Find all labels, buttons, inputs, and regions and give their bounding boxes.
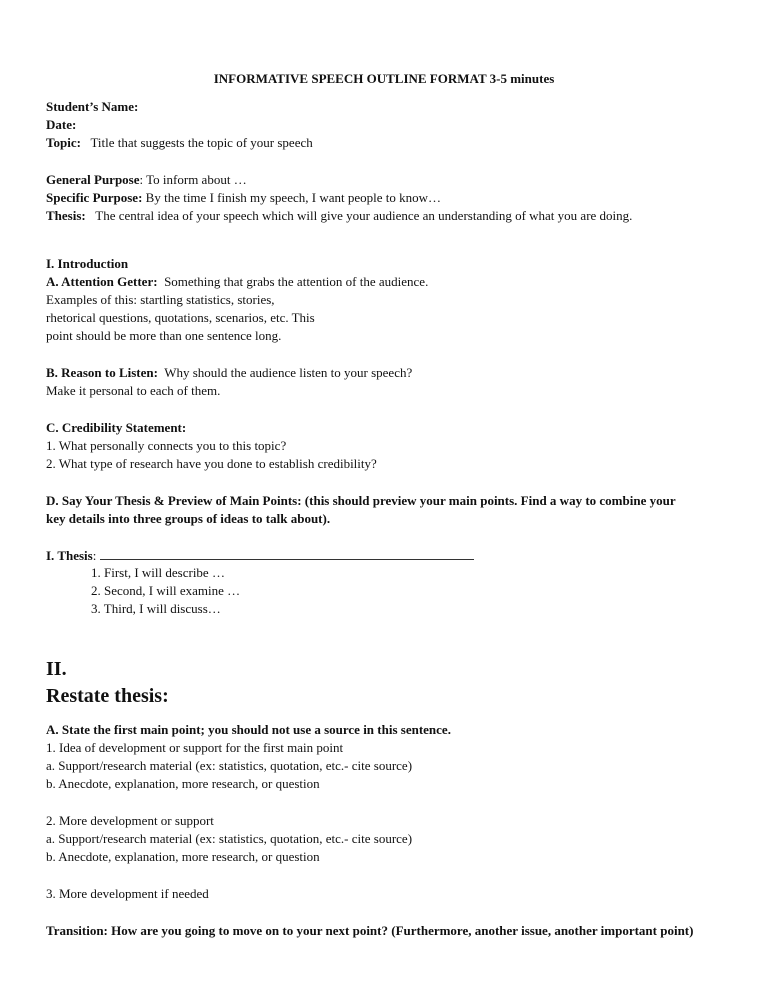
sub-point: 1. Idea of development or support for the first main point — [46, 740, 344, 755]
attention-getter-line — [46, 274, 428, 290]
section-number: II. — [46, 658, 67, 680]
reason-to-listen-line — [46, 365, 412, 381]
general-purpose-label: General Purpose — [46, 172, 140, 187]
thesis-text: The central idea of your speech which will give your audience an understanding of what you are doing. — [95, 208, 633, 223]
attention-getter-label: A. Attention Getter: — [46, 274, 158, 289]
specific-purpose-label: Specific Purpose: — [46, 190, 143, 205]
attention-example-line: point should be more than one sentence long. — [46, 328, 282, 343]
sub-point: a. Support/research material (ex: statistics, quotation, etc.- cite source) — [46, 831, 413, 846]
thesis-blank-line: I. Thesis: — [46, 547, 474, 564]
thesis-fill-blank[interactable] — [100, 547, 474, 560]
main-point-a: A. State the first main point; you should not use a source in this sentence. — [46, 722, 451, 737]
specific-purpose-text: By the time I finish my speech, I want people to know… — [142, 190, 441, 205]
sub-point: 3. More development if needed — [46, 886, 209, 901]
sub-point: a. Support/research material (ex: statistics, quotation, etc.- cite source) — [46, 758, 413, 773]
sub-point: b. Anecdote, explanation, more research, or question — [46, 849, 320, 864]
introduction-heading: I. Introduction — [46, 256, 129, 271]
reason-to-listen-line2: Make it personal to each of them. — [46, 383, 221, 398]
preview-heading-line1: D. Say Your Thesis & Preview of Main Points: (this should preview your main points. Find a way to combine your — [46, 493, 676, 508]
thesis-line — [46, 208, 632, 224]
attention-example-line: Examples of this: startling statistics, stories, — [46, 292, 275, 307]
credibility-item: 2. What type of research have you done to establish credibility? — [46, 456, 377, 471]
restate-thesis-heading: Restate thesis: — [46, 685, 169, 707]
credibility-label: C. Credibility Statement: — [46, 420, 187, 435]
topic-text: Title that suggests the topic of your speech — [90, 135, 313, 150]
thesis-label: Thesis: — [46, 208, 86, 223]
reason-to-listen-label: B. Reason to Listen: — [46, 365, 158, 380]
preview-item: 1. First, I will describe … — [91, 565, 225, 580]
topic-label: Topic: — [46, 135, 81, 150]
general-purpose-line — [46, 172, 247, 188]
student-name-label: Student’s Name: — [46, 99, 139, 114]
thesis-blank-label: I. Thesis — [46, 548, 93, 563]
attention-getter-text: Something that grabs the attention of the audience. — [164, 274, 429, 289]
transition-line: Transition: How are you going to move on to your next point? (Furthermore, another issue, another important point) — [46, 923, 694, 938]
preview-item: 2. Second, I will examine … — [91, 583, 241, 598]
credibility-item: 1. What personally connects you to this topic? — [46, 438, 287, 453]
reason-to-listen-text: Why should the audience listen to your speech? — [164, 365, 413, 380]
specific-purpose-line — [46, 190, 441, 206]
topic-line — [46, 135, 313, 151]
preview-item: 3. Third, I will discuss… — [91, 601, 221, 616]
sub-point: 2. More development or support — [46, 813, 214, 828]
date-label: Date: — [46, 117, 77, 132]
general-purpose-text: : To inform about … — [139, 172, 247, 187]
document-title: INFORMATIVE SPEECH OUTLINE FORMAT 3-5 minutes — [213, 71, 555, 86]
preview-heading-line2: key details into three groups of ideas to talk about). — [46, 511, 331, 526]
sub-point: b. Anecdote, explanation, more research, or question — [46, 776, 320, 791]
attention-example-line: rhetorical questions, quotations, scenarios, etc. This — [46, 310, 315, 325]
